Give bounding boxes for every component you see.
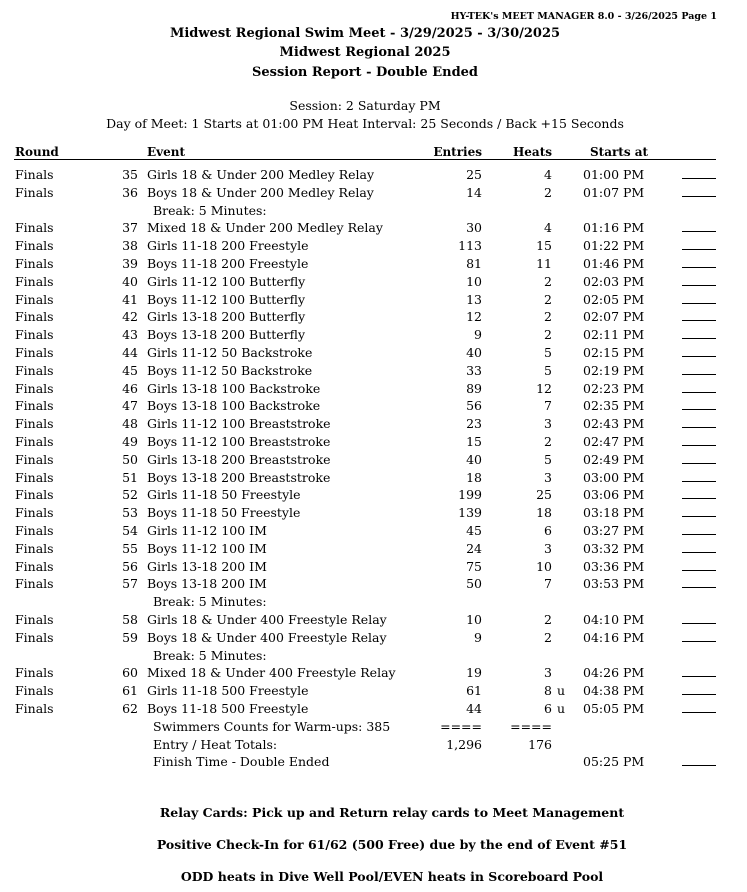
check-blank: [682, 256, 716, 268]
round-cell: Finals: [15, 309, 54, 325]
heat-flag: u: [557, 700, 566, 716]
column-header-heats: Heats: [512, 145, 552, 159]
check-blank: [682, 185, 716, 197]
event-name: Boys 11-12 100 Breaststroke: [147, 433, 331, 449]
start-time: 02:07 PM: [583, 309, 645, 325]
day-info: Day of Meet: 1 Starts at 01:00 PM Heat Interval: 25 Seconds / Back +15 Seconds: [106, 116, 624, 131]
check-blank: [682, 523, 716, 535]
event-name: Boys 13-18 200 Breaststroke: [147, 469, 331, 485]
event-row: [0, 309, 747, 327]
check-blank: [682, 292, 716, 304]
event-row: [0, 559, 747, 577]
entries-cell: 25: [466, 167, 482, 182]
summary-label: Swimmers Counts for Warm-ups: 385: [153, 718, 391, 734]
heats-cell: 10: [536, 558, 552, 574]
start-time: 03:18 PM: [583, 505, 645, 521]
round-cell: Finals: [15, 629, 54, 645]
column-header-entries: Entries: [433, 145, 482, 159]
entries-cell: 113: [458, 238, 482, 254]
event-number: 52: [122, 487, 138, 503]
heats-cell: 2: [544, 309, 552, 325]
event-row: [0, 274, 747, 292]
heats-cell: 4: [544, 167, 552, 182]
event-name: Boys 11-18 50 Freestyle: [147, 505, 301, 521]
check-blank: [682, 505, 716, 517]
event-number: 57: [122, 576, 138, 592]
round-cell: Finals: [15, 665, 54, 681]
summary-label: Entry / Heat Totals:: [153, 736, 278, 752]
start-time: 01:00 PM: [583, 167, 645, 182]
event-name: Girls 13-18 100 Backstroke: [147, 380, 321, 396]
summary-entries: 1,296: [446, 736, 482, 752]
round-cell: Finals: [15, 255, 54, 271]
heats-cell: 4: [544, 220, 552, 236]
event-name: Mixed 18 & Under 200 Medley Relay: [147, 220, 383, 236]
round-cell: Finals: [15, 344, 54, 360]
round-cell: Finals: [15, 184, 54, 200]
check-blank: [682, 541, 716, 553]
round-cell: Finals: [15, 558, 54, 574]
event-name: Boys 13-18 200 Butterfly: [147, 327, 306, 343]
finish-time: 05:25 PM: [583, 754, 645, 770]
heats-cell: 2: [544, 433, 552, 449]
heats-cell: 6: [544, 522, 552, 538]
start-time: 01:07 PM: [583, 184, 645, 200]
meet-title: Midwest Regional Swim Meet - 3/29/2025 - 3/30/2025: [169, 26, 561, 41]
heats-cell: 2: [544, 629, 552, 645]
start-time: 01:22 PM: [583, 238, 645, 254]
start-time: 03:53 PM: [583, 576, 645, 592]
pools-note: ODD heats in Dive Well Pool/EVEN heats in Scoreboard Pool: [180, 869, 604, 884]
heats-cell: 15: [536, 238, 552, 254]
heats-cell: 12: [536, 380, 552, 396]
heats-cell: 2: [544, 327, 552, 343]
event-row: [0, 612, 747, 630]
event-name: Boys 11-18 200 Freestyle: [147, 255, 309, 271]
start-time: 02:49 PM: [583, 451, 645, 467]
event-number: 53: [122, 505, 138, 521]
start-time: 02:19 PM: [583, 362, 645, 378]
break-note: Break: 5 Minutes:: [153, 594, 267, 610]
event-row: [0, 683, 747, 701]
event-name: Girls 11-12 50 Backstroke: [147, 344, 313, 360]
round-cell: Finals: [15, 505, 54, 521]
check-blank: [682, 665, 716, 677]
event-name: Boys 18 & Under 200 Medley Relay: [147, 184, 374, 200]
entries-cell: 12: [466, 309, 482, 325]
entries-cell: 9: [474, 327, 482, 343]
event-row: [0, 220, 747, 238]
round-cell: Finals: [15, 611, 54, 627]
check-blank: [682, 576, 716, 588]
entries-cell: 89: [466, 380, 482, 396]
event-number: 54: [122, 522, 138, 538]
check-blank: [682, 381, 716, 393]
event-row: [0, 701, 747, 719]
event-number: 47: [122, 398, 138, 414]
event-row: [0, 345, 747, 363]
event-row: [0, 185, 747, 203]
entries-cell: 56: [466, 398, 482, 414]
round-cell: Finals: [15, 451, 54, 467]
round-cell: Finals: [15, 416, 54, 432]
check-in-note: Positive Check-In for 61/62 (500 Free) due by the end of Event #51: [156, 837, 628, 852]
event-row: [0, 576, 747, 594]
round-cell: Finals: [15, 576, 54, 592]
summary-row: [0, 719, 747, 737]
break-row: [0, 648, 747, 666]
start-time: 04:26 PM: [583, 665, 645, 681]
event-name: Girls 11-12 100 Breaststroke: [147, 416, 331, 432]
heats-cell: 3: [544, 665, 552, 681]
start-time: 04:10 PM: [583, 611, 645, 627]
check-blank: [682, 630, 716, 642]
round-cell: Finals: [15, 238, 54, 254]
event-row: [0, 363, 747, 381]
event-number: 56: [122, 558, 138, 574]
start-time: 02:23 PM: [583, 380, 645, 396]
round-cell: Finals: [15, 522, 54, 538]
event-name: Girls 11-18 500 Freestyle: [147, 683, 309, 699]
event-number: 38: [122, 238, 138, 254]
round-cell: Finals: [15, 683, 54, 699]
event-number: 60: [122, 665, 138, 681]
heats-cell: 5: [544, 451, 552, 467]
start-time: 02:43 PM: [583, 416, 645, 432]
event-name: Girls 11-18 50 Freestyle: [147, 487, 301, 503]
event-number: 49: [122, 433, 138, 449]
check-blank: [682, 683, 716, 695]
summary-row: [0, 737, 747, 755]
event-row: [0, 452, 747, 470]
event-row: [0, 398, 747, 416]
event-number: 59: [122, 629, 138, 645]
header-rule: [14, 159, 716, 160]
event-row: [0, 523, 747, 541]
event-name: Boys 11-12 100 Butterfly: [147, 291, 306, 307]
start-time: 03:36 PM: [583, 558, 645, 574]
check-blank: [682, 612, 716, 624]
heats-cell: 2: [544, 273, 552, 289]
relay-cards-note: Relay Cards: Pick up and Return relay cards to Meet Management: [159, 805, 625, 820]
start-time: 02:03 PM: [583, 273, 645, 289]
event-row: [0, 434, 747, 452]
entries-cell: 18: [466, 469, 482, 485]
heats-cell: 2: [544, 184, 552, 200]
entries-cell: 24: [466, 540, 482, 556]
start-time: 04:16 PM: [583, 629, 645, 645]
event-number: 45: [122, 362, 138, 378]
start-time: 02:11 PM: [583, 327, 645, 343]
event-name: Boys 11-18 500 Freestyle: [147, 700, 309, 716]
check-blank: [682, 452, 716, 464]
start-time: 01:46 PM: [583, 255, 645, 271]
check-blank: [682, 416, 716, 428]
start-time: 02:05 PM: [583, 291, 645, 307]
check-blank: [682, 701, 716, 713]
check-blank: [682, 487, 716, 499]
round-cell: Finals: [15, 487, 54, 503]
start-time: 03:00 PM: [583, 469, 645, 485]
heats-cell: 7: [544, 398, 552, 414]
event-name: Boys 13-18 200 IM: [147, 576, 267, 592]
check-blank: [682, 274, 716, 286]
heats-cell: 2: [544, 611, 552, 627]
event-number: 61: [122, 683, 138, 699]
start-time: 03:27 PM: [583, 522, 645, 538]
round-cell: Finals: [15, 220, 54, 236]
summary-heats: ====: [510, 718, 552, 734]
entries-cell: 139: [458, 505, 482, 521]
event-number: 39: [122, 255, 138, 271]
round-cell: Finals: [15, 398, 54, 414]
column-header-starts: Starts at: [590, 145, 649, 159]
check-blank: [682, 220, 716, 232]
event-row: [0, 470, 747, 488]
event-number: 43: [122, 327, 138, 343]
start-time: 02:35 PM: [583, 398, 645, 414]
break-note: Break: 5 Minutes:: [153, 647, 267, 663]
heats-cell: 3: [544, 540, 552, 556]
event-name: Girls 13-18 200 IM: [147, 558, 267, 574]
entries-cell: 75: [466, 558, 482, 574]
heat-flag: u: [557, 683, 566, 699]
entries-cell: 14: [466, 184, 482, 200]
summary-row: [0, 754, 747, 772]
session-table: [0, 167, 747, 772]
start-time: 02:15 PM: [583, 344, 645, 360]
event-row: [0, 381, 747, 399]
entries-cell: 50: [466, 576, 482, 592]
summary-heats: 176: [528, 736, 552, 752]
start-time: 03:06 PM: [583, 487, 645, 503]
event-name: Mixed 18 & Under 400 Freestyle Relay: [147, 665, 396, 681]
start-time: 03:32 PM: [583, 540, 645, 556]
heats-cell: 5: [544, 362, 552, 378]
event-number: 50: [122, 451, 138, 467]
event-name: Boys 11-12 100 IM: [147, 540, 267, 556]
event-name: Girls 11-18 200 Freestyle: [147, 238, 309, 254]
event-name: Girls 13-18 200 Butterfly: [147, 309, 306, 325]
heats-cell: 11: [536, 255, 552, 271]
check-blank: [682, 167, 716, 179]
entries-cell: 61: [466, 683, 482, 699]
check-blank: [682, 309, 716, 321]
entries-cell: 13: [466, 291, 482, 307]
entries-cell: 15: [466, 433, 482, 449]
break-row: [0, 594, 747, 612]
entries-cell: 45: [466, 522, 482, 538]
event-row: [0, 256, 747, 274]
event-row: [0, 327, 747, 345]
heats-cell: 6: [544, 700, 552, 716]
heats-cell: 18: [536, 505, 552, 521]
heats-cell: 25: [536, 487, 552, 503]
check-blank: [682, 363, 716, 375]
entries-cell: 40: [466, 451, 482, 467]
heats-cell: 2: [544, 291, 552, 307]
event-name: Girls 18 & Under 400 Freestyle Relay: [147, 611, 387, 627]
event-number: 58: [122, 611, 138, 627]
round-cell: Finals: [15, 291, 54, 307]
check-blank: [682, 345, 716, 357]
check-blank: [682, 398, 716, 410]
event-number: 36: [122, 184, 138, 200]
break-note: Break: 5 Minutes:: [153, 202, 267, 218]
event-number: 48: [122, 416, 138, 432]
heats-cell: 5: [544, 344, 552, 360]
check-blank: [682, 754, 716, 766]
event-name: Boys 18 & Under 400 Freestyle Relay: [147, 629, 387, 645]
event-number: 40: [122, 273, 138, 289]
session-info: Session: 2 Saturday PM: [289, 98, 441, 113]
entries-cell: 19: [466, 665, 482, 681]
round-cell: Finals: [15, 433, 54, 449]
entries-cell: 10: [466, 611, 482, 627]
entries-cell: 9: [474, 629, 482, 645]
event-number: 62: [122, 700, 138, 716]
check-blank: [682, 470, 716, 482]
column-header-round: Round: [15, 145, 59, 159]
event-row: [0, 541, 747, 559]
heats-cell: 3: [544, 416, 552, 432]
event-row: [0, 292, 747, 310]
summary-entries: ====: [440, 718, 482, 734]
event-name: Girls 11-12 100 IM: [147, 522, 267, 538]
round-cell: Finals: [15, 469, 54, 485]
event-name: Girls 11-12 100 Butterfly: [147, 273, 306, 289]
start-time: 05:05 PM: [583, 700, 645, 716]
event-number: 44: [122, 344, 138, 360]
column-header-event: Event: [147, 145, 186, 159]
start-time: 01:16 PM: [583, 220, 645, 236]
round-cell: Finals: [15, 327, 54, 343]
entries-cell: 40: [466, 344, 482, 360]
event-name: Girls 13-18 200 Breaststroke: [147, 451, 331, 467]
event-number: 46: [122, 380, 138, 396]
event-row: [0, 167, 747, 185]
entries-cell: 44: [466, 700, 482, 716]
entries-cell: 199: [458, 487, 482, 503]
heats-cell: 3: [544, 469, 552, 485]
round-cell: Finals: [15, 362, 54, 378]
round-cell: Finals: [15, 700, 54, 716]
check-blank: [682, 434, 716, 446]
heats-cell: 7: [544, 576, 552, 592]
event-name: Girls 18 & Under 200 Medley Relay: [147, 167, 375, 182]
event-row: [0, 630, 747, 648]
entries-cell: 33: [466, 362, 482, 378]
entries-cell: 23: [466, 416, 482, 432]
event-row: [0, 238, 747, 256]
check-blank: [682, 238, 716, 250]
event-number: 41: [122, 291, 138, 307]
event-number: 42: [122, 309, 138, 325]
round-cell: Finals: [15, 167, 54, 182]
start-time: 02:47 PM: [583, 433, 645, 449]
round-cell: Finals: [15, 380, 54, 396]
event-row: [0, 416, 747, 434]
event-row: [0, 487, 747, 505]
entries-cell: 10: [466, 273, 482, 289]
meet-name: Midwest Regional 2025: [279, 45, 451, 60]
event-number: 51: [122, 469, 138, 485]
event-name: Boys 11-12 50 Backstroke: [147, 362, 313, 378]
event-row: [0, 505, 747, 523]
start-time: 04:38 PM: [583, 683, 645, 699]
check-blank: [682, 327, 716, 339]
round-cell: Finals: [15, 273, 54, 289]
report-title: Session Report - Double Ended: [251, 65, 479, 80]
check-blank: [682, 559, 716, 571]
event-number: 37: [122, 220, 138, 236]
entries-cell: 30: [466, 220, 482, 236]
software-stamp: HY-TEK's MEET MANAGER 8.0 - 3/26/2025 Page 1: [450, 11, 717, 22]
event-number: 55: [122, 540, 138, 556]
break-row: [0, 203, 747, 221]
event-number: 35: [122, 167, 138, 182]
event-name: Boys 13-18 100 Backstroke: [147, 398, 321, 414]
event-row: [0, 665, 747, 683]
summary-label: Finish Time - Double Ended: [153, 754, 330, 770]
round-cell: Finals: [15, 540, 54, 556]
heats-cell: 8: [544, 683, 552, 699]
entries-cell: 81: [466, 255, 482, 271]
